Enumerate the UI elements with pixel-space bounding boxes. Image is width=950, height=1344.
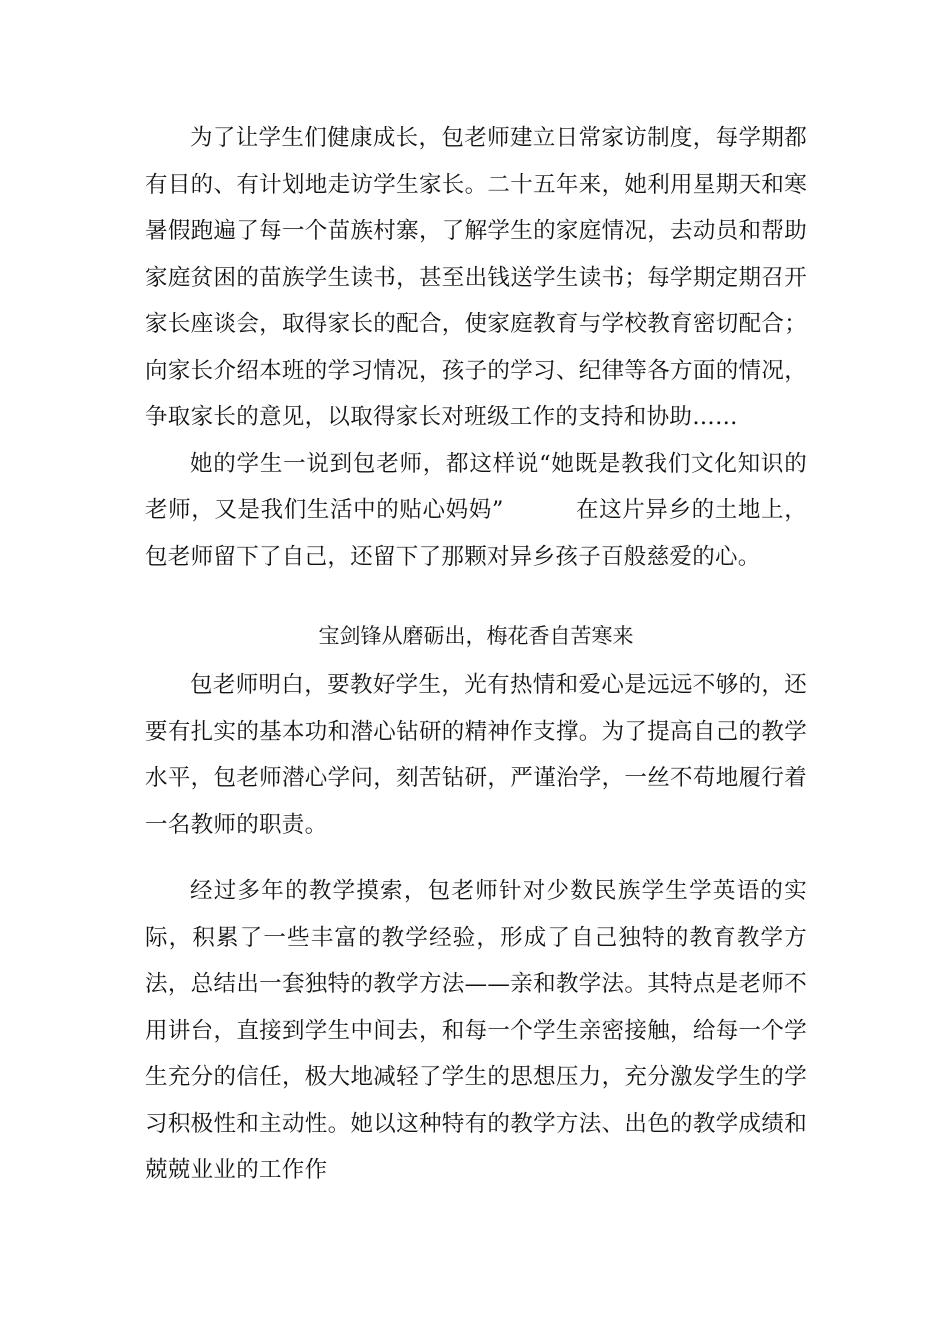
body-text-upper bbox=[145, 115, 807, 580]
paragraph-students-praise bbox=[145, 441, 807, 581]
section-heading: 宝剑锋从磨砺出，梅花香自苦寒来 bbox=[318, 624, 634, 648]
paragraph-teaching-method: 经过多年的教学摸索，包老师针对少数民族学生学英语的实际，积累了一些丰富的教学经验，形成了自己独特的教育教学方法，总结出一套独特的教学方法——亲和教学法。其特点是老师不用讲台，直接到学生中间去，和每一个学生亲密接触，给每一个学生充分的信任，极大地减轻了学生的思想压力，充分激发学生的学习积极性和主动性。她以这种特有的教学方法、出色的教学成绩和兢兢业业的工作作 bbox=[145, 878, 807, 1183]
paragraph-teaching-skill: 包老师明白，要教好学生，光有热情和爱心是远远不够的，还要有扎实的基本功和潜心钻研的精神作支撑。为了提高自己的教学水平，包老师潜心学问，刻苦钻研，严谨治学，一丝不苟地履行着一名教师的职责。 bbox=[145, 672, 807, 838]
paragraph-students-praise-tail: 在这片异乡的土地上，包老师留下了自己，还留下了那颗对异乡孩子百般慈爱的心。 bbox=[145, 497, 807, 570]
body-text-lower bbox=[145, 662, 807, 1194]
paragraph-students-praise-quote: 她的学生一说到包老师，都这样说“她既是教我们文化知识的老师，又是我们生活中的贴心妈妈” bbox=[145, 450, 807, 523]
paragraph-home-visits: 为了让学生们健康成长，包老师建立日常家访制度，每学期都有目的、有计划地走访学生家长。二十五年来，她利用星期天和寒暑假跑遍了每一个苗族村寨，了解学生的家庭情况，去动员和帮助家庭贫困的苗族学生读书，甚至出钱送学生读书；每学期定期召开家长座谈会，取得家长的配合，使家庭教育与学校教育密切配合；向家长介绍本班的学习情况，孩子的学习、纪律等各方面的情况，争取家长的意见，以取得家长对班级工作的支持和协助…… bbox=[145, 125, 807, 430]
